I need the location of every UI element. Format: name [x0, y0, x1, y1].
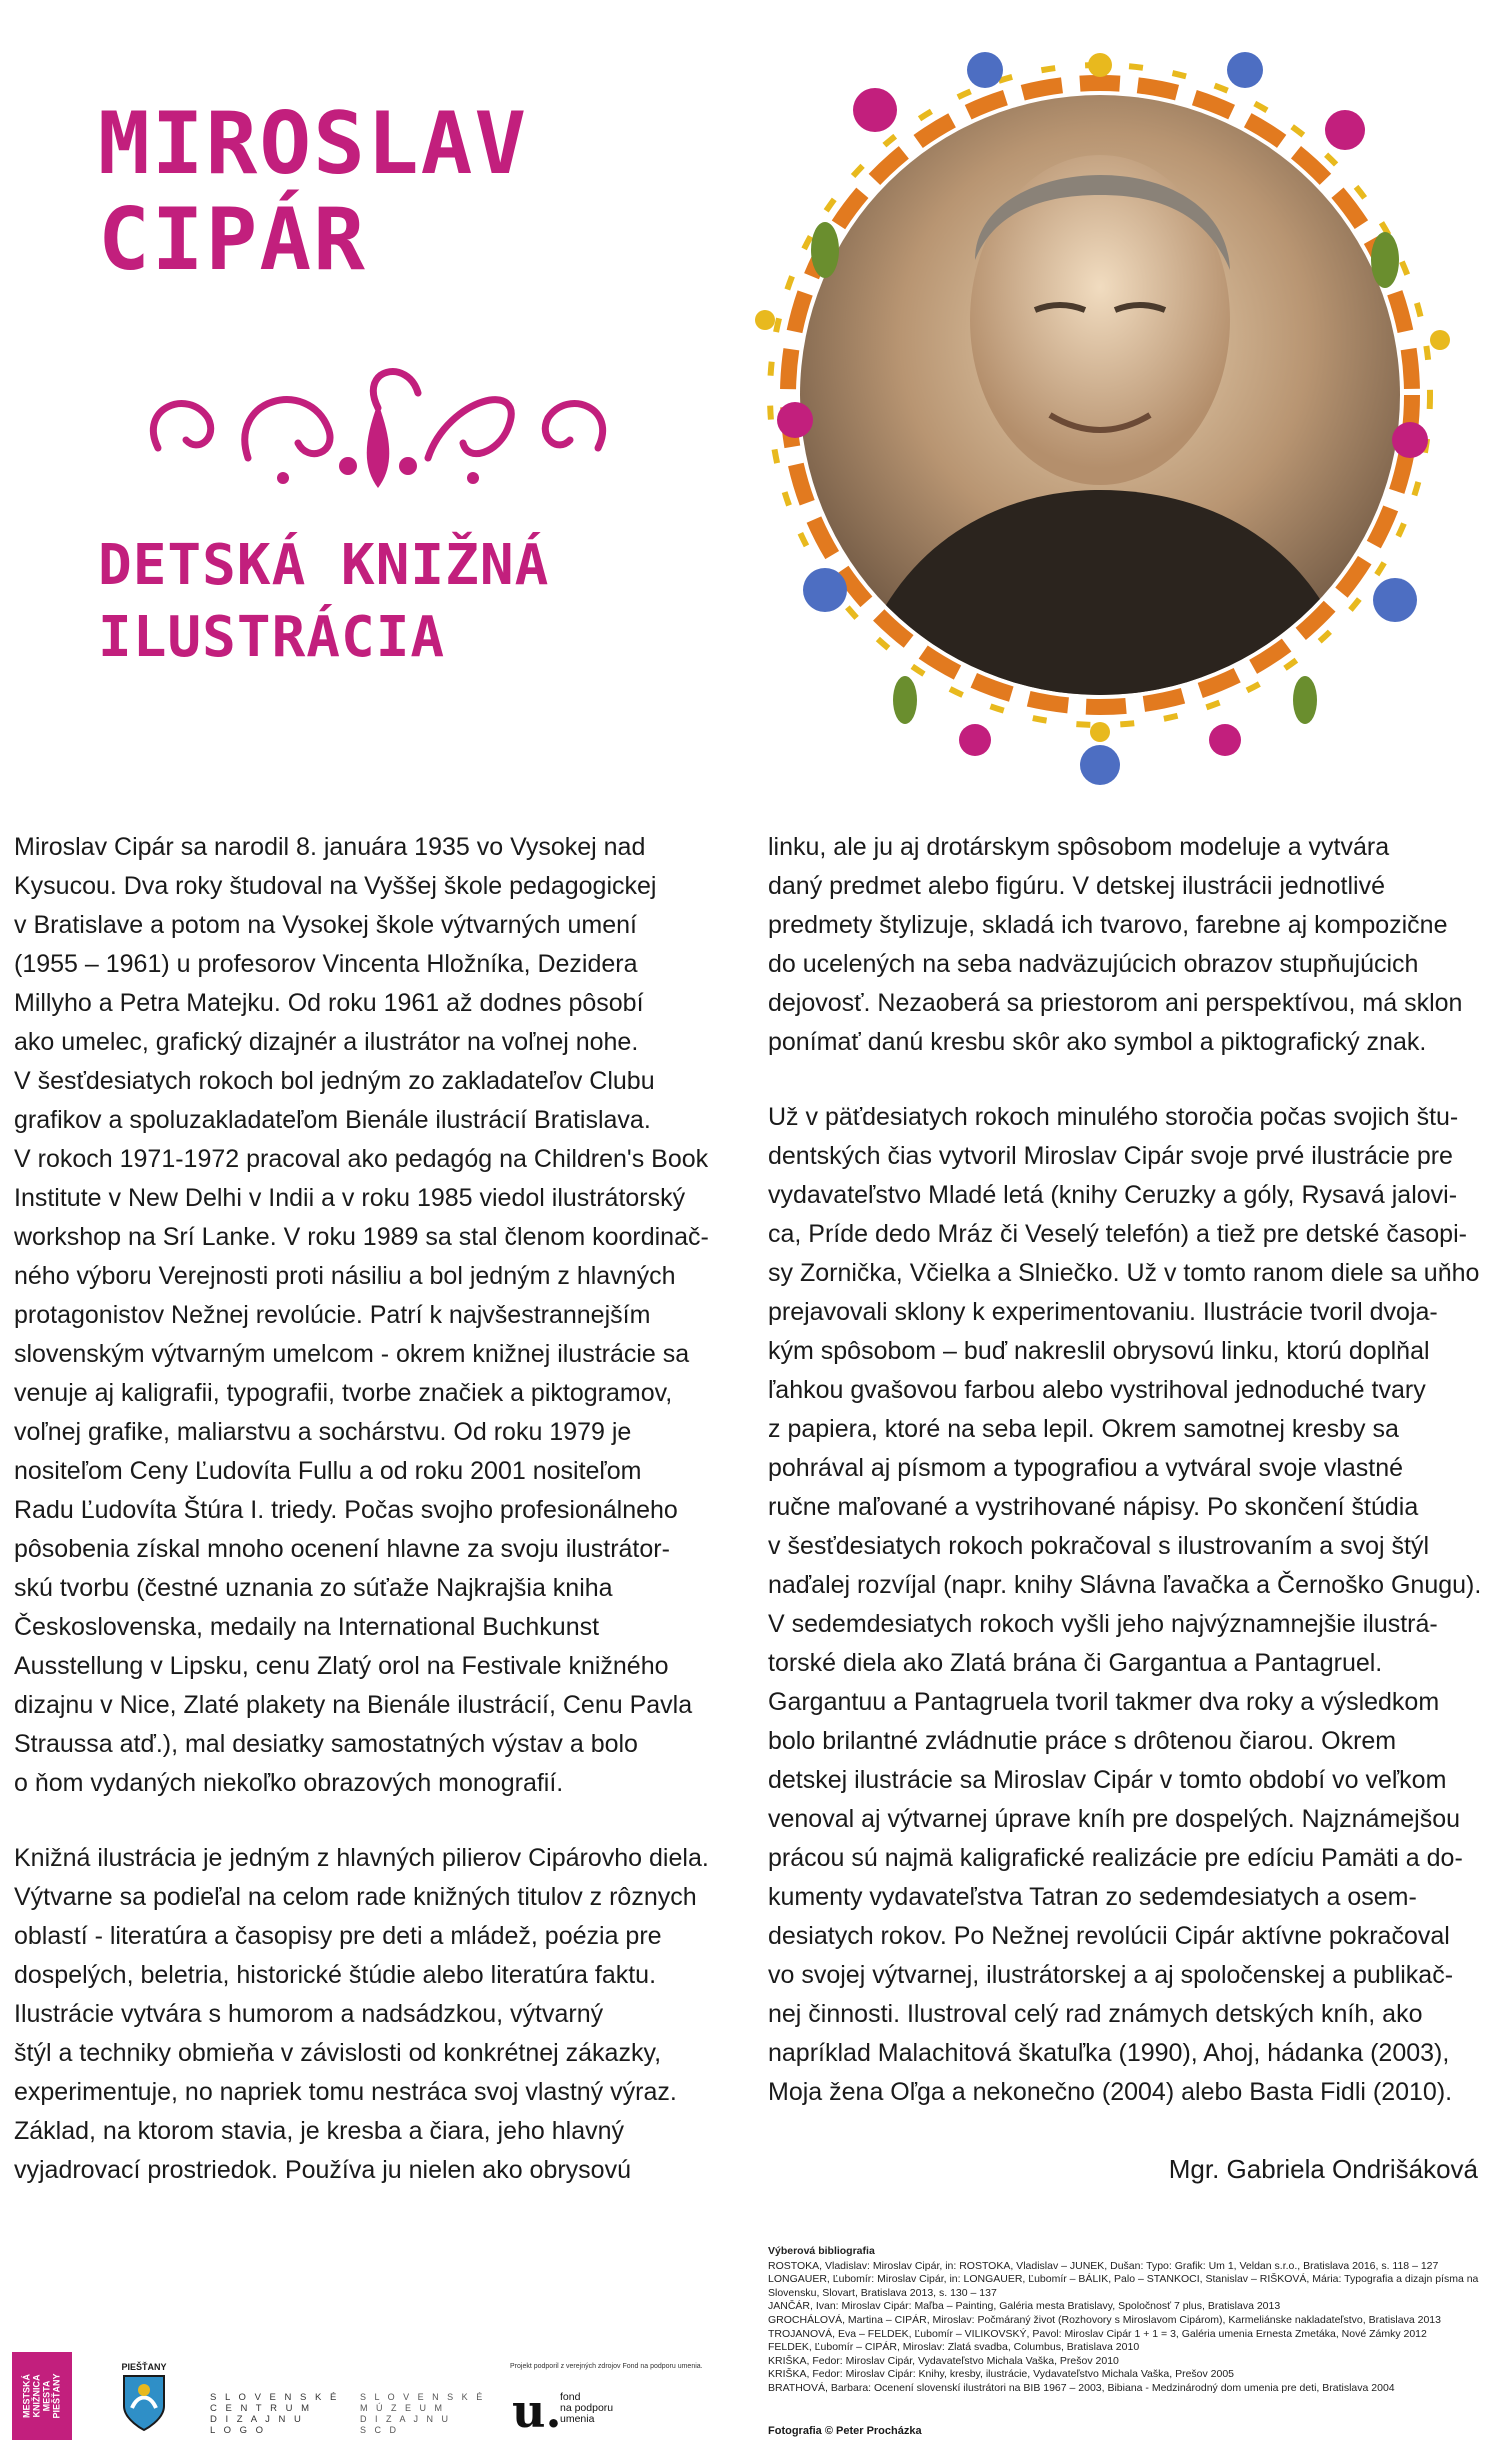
- city-library-logo-text: MESTSKÁ KNIŽNICA MESTA PIEŠŤANY: [21, 2373, 62, 2419]
- photo-credit: Fotografia © Peter Procházka: [768, 2425, 922, 2437]
- page-title: [98, 96, 658, 288]
- subtitle-line-1: DETSKÁ KNIŽNÁ: [98, 533, 550, 598]
- folk-ornament-icon: [118, 348, 638, 498]
- fund-logo-mark: u.: [512, 2384, 562, 2438]
- bibliography-item: ROSTOKA, Vladislav: Miroslav Cipár, in: ROSTOKA, Vladislav – JUNEK, Dušan: Typo: Grafik: Um 1, Veldan s.r.o., Bratislava 2016, s. 118 – 127: [768, 2259, 1439, 2272]
- piestany-logo-label: PIEŠŤANY: [121, 2362, 167, 2372]
- bibliography-heading: Výberová bibliografia: [768, 2245, 875, 2257]
- coat-of-arms-icon: [120, 2372, 168, 2432]
- city-library-logo: [12, 2352, 72, 2440]
- scd-logo: S L O V E N S K É C E N T R U M D I Z A J N U L O G O: [210, 2392, 340, 2436]
- bibliography-item: FELDEK, Ľubomír – CIPÁR, Miroslav: Zlatá svadba, Columbus, Bratislava 2010: [768, 2341, 1140, 2354]
- author-signature: Mgr. Gabriela Ondrišáková: [1168, 2154, 1478, 2184]
- paragraph: Knižná ilustrácia je jedným z hlavných pilierov Cipárovho diela. Výtvarne sa podieľal na celom rade knižných titulov z rôznych oblastí - literatúra a časopisy pre deti a mládež, poézia pre dospelých, beletria, historické štúdie alebo literatúra faktu. Ilustrácie vytvára s humorom a nadsádzkou, výtvarný štýl a techniky obmieňa v závislosti od konkrétnej zákazky, experimentuje, no napriek tomu nestráca svoj vlastný výraz. Základ, na ktorom stavia, je kresba a čiara, jeho hlavný vyjadrovací prostriedok. Používa ju nielen ako obrysovú: [14, 1844, 709, 2184]
- bibliography-item: JANČÁR, Ivan: Miroslav Cipár: Maľba – Painting, Galéria mesta Bratislavy, Spoločnosť 7 plus, Bratislava 2013: [768, 2300, 1281, 2313]
- fund-support-note: Projekt podporil z verejných zdrojov Fond na podporu umenia.: [510, 2363, 703, 2370]
- bibliography-item: BRATHOVÁ, Barbara: Ocenení slovenskí ilustrátori na BIB 1967 – 2003, Bibiana - Medzinárodný dom umenia pre deti, Bratislava 2004: [768, 2381, 1395, 2394]
- article-right-column: [768, 828, 1486, 2148]
- fund-logo-text: fond na podporu umenia: [560, 2391, 614, 2425]
- bibliography-item: KRIŠKA, Fedor: Miroslav Cipár: Knihy, kresby, ilustrácie, Vydavateľstvo Michala Vaška, Prešov 2005: [768, 2368, 1235, 2381]
- bibliography-item: LONGAUER, Ľubomír: Miroslav Cipár, in: LONGAUER, Ľubomír – BÁLIK, Palo – STANKOCI, Stanislav – RIŠKOVÁ, Mária: Typografia a dizajn písma na: [768, 2273, 1479, 2286]
- piestany-logo: [112, 2352, 176, 2442]
- bibliography-item: TROJANOVÁ, Eva – FELDEK, Ľubomír – VILIKOVSKÝ, Pavol: Miroslav Cipár 1 + 1 = 3, Galéria umenia Ernesta Zmetáka, Nové Zámky 2012: [768, 2327, 1427, 2340]
- subtitle-line-2: ILUSTRÁCIA: [98, 605, 446, 670]
- paragraph: Miroslav Cipár sa narodil 8. januára 1935 vo Vysokej nad Kysucou. Dva roky študoval na Vyššej škole pedagogickej v Bratislave a potom na Vysokej škole výtvarných umení (1955 – 1961) u profesorov Vincenta Hložníka, Dezidera Millyho a Petra Matejku. Od roku 1961 až dodnes pôsobí ako umelec, grafický dizajnér a ilustrátor na voľnej nohe. V šesťdesiatych rokoch bol jedným zo zakladateľov Clubu grafikov a spoluzakladateľom Bienále ilustrácií Bratislava. V rokoch 1971-1972 pracoval ako pedagóg na Children's Book Institute v New Delhi v Indii a v roku 1985 viedol ilustrátorský workshop na Srí Lanke. V roku 1989 sa stal členom koordinač- ného výboru Verejnosti proti násiliu a bol jedným z hlavných protagonistov Nežnej revolúcie. Patrí k najvšestrannejším slovenským výtvarným umelcom - okrem knižnej ilustrácie sa venuje aj kaligrafii, typografii, tvorbe značiek a piktogramov, voľnej grafike, maliarstvu a sochárstvu. Od roku 1979 je nositeľom Ceny Ľudovíta Fullu a od roku 2001 nositeľom Radu Ľudovíta Štúra I. triedy. Počas svojho profesionálneho pôsobenia získal mnoho ocenení hlavne za svoju ilustrátor- skú tvorbu (čestné uznania zo súťaže Najkrajšia kniha Československa, medaily na International Buchkunst Ausstellung v Lipsku, cenu Zlatý orol na Festivale knižného dizajnu v Nice, Zlaté plakety na Bienále ilustrácií, Cenu Pavla Straussa atď.), mal desiatky samostatných výstav a bolo o ňom vydaných niekoľko obrazových monografií.: [14, 833, 709, 1797]
- bibliography: [768, 2245, 1493, 2396]
- bibliography-item: KRIŠKA, Fedor: Miroslav Cipár, Vydavateľstvo Michala Vaška, Prešov 2010: [768, 2354, 1119, 2367]
- design-museum-logo: S L O V E N S K É M Ú Z E U M D I Z A J N U S C D: [360, 2392, 486, 2435]
- portrait-photo: [705, 20, 1495, 790]
- page-subtitle: [98, 530, 718, 674]
- title-line-2: CIPÁR: [98, 190, 367, 290]
- bibliography-item: GROCHÁLOVÁ, Martina – CIPÁR, Miroslav: Počmáraný život (Rozhovory s Miroslavom Cipárom), Karmeliánske nakladateľstvo, Bratislava 2013: [768, 2313, 1441, 2326]
- paragraph: linku, ale ju aj drotárskym spôsobom modeluje a vytvára daný predmet alebo figúru. V detskej ilustrácii jednotlivé predmety štylizuje, skladá ich tvarovo, farebne aj kompozične do ucelených na seba nadväzujúcich obrazov stupňujúcich dejovosť. Nezaoberá sa priestorom ani perspektívou, má sklon ponímať danú kresbu skôr ako symbol a piktografický znak.: [768, 833, 1463, 1056]
- paragraph: Už v päťdesiatych rokoch minulého storočia počas svojich štu- dentských čias vytvoril Miroslav Cipár svoje prvé ilustrácie pre vydavateľstvo Mladé letá (knihy Ceruzky a góly, Rysavá jalovi- ca, Príde dedo Mráz či Veselý telefón) a tiež pre detské časopi- sy Zornička, Včielka a Slniečko. Už v tomto ranom diele sa uňho prejavovali sklony k experimentovaniu. Ilustrácie tvoril dvoja- kým spôsobom – buď nakreslil obrysovú linku, ktorú doplňal ľahkou gvašovou farbou alebo vystrihoval jednoduché tvary z papiera, ktoré na seba lepil. Okrem samotnej kresby sa pohrával aj písmom a typografiou a vytváral svoje vlastné ručne maľované a vystrihované nápisy. Po skončení štúdia v šesťdesiatych rokoch pokračoval s ilustrovaním a svoj štýl naďalej rozvíjal (napr. knihy Slávna ľavačka a Černoško Gnugu). V sedemdesiatych rokoch vyšli jeho najvýznamnejšie ilustrá- torské diela ako Zlatá brána či Gargantua a Pantagruel. Gargantuu a Pantagruela tvoril takmer dva roky a výsledkom bolo brilantné zvládnutie práce s drôtenou čiarou. Okrem detskej ilustrácie sa Miroslav Cipár v tomto období vo veľkom venoval aj výtvarnej úprave kníh pre dospelých. Najznámejšou prácou sú najmä kaligrafické realizácie pre edíciu Pamäti a do- kumenty vydavateľstva Tatran zo sedemdesiatych a osem- desiatych rokov. Po Nežnej revolúcii Cipár aktívne pokračoval vo svojej výtvarnej, ilustrátorskej a aj spoločenskej a publikač- nej činnosti. Ilustroval celý rad známych detských kníh, ako napríklad Malachitová škatuľka (1990), Ahoj, hádanka (2003), Moja žena Oľga a nekonečno (2004) alebo Basta Fidli (2010).: [768, 1103, 1482, 2106]
- bibliography-item: Slovensku, Slovart, Bratislava 2013, s. 130 – 137: [768, 2286, 997, 2299]
- article-left-column: [14, 828, 739, 2226]
- title-line-1: MIROSLAV: [98, 94, 529, 194]
